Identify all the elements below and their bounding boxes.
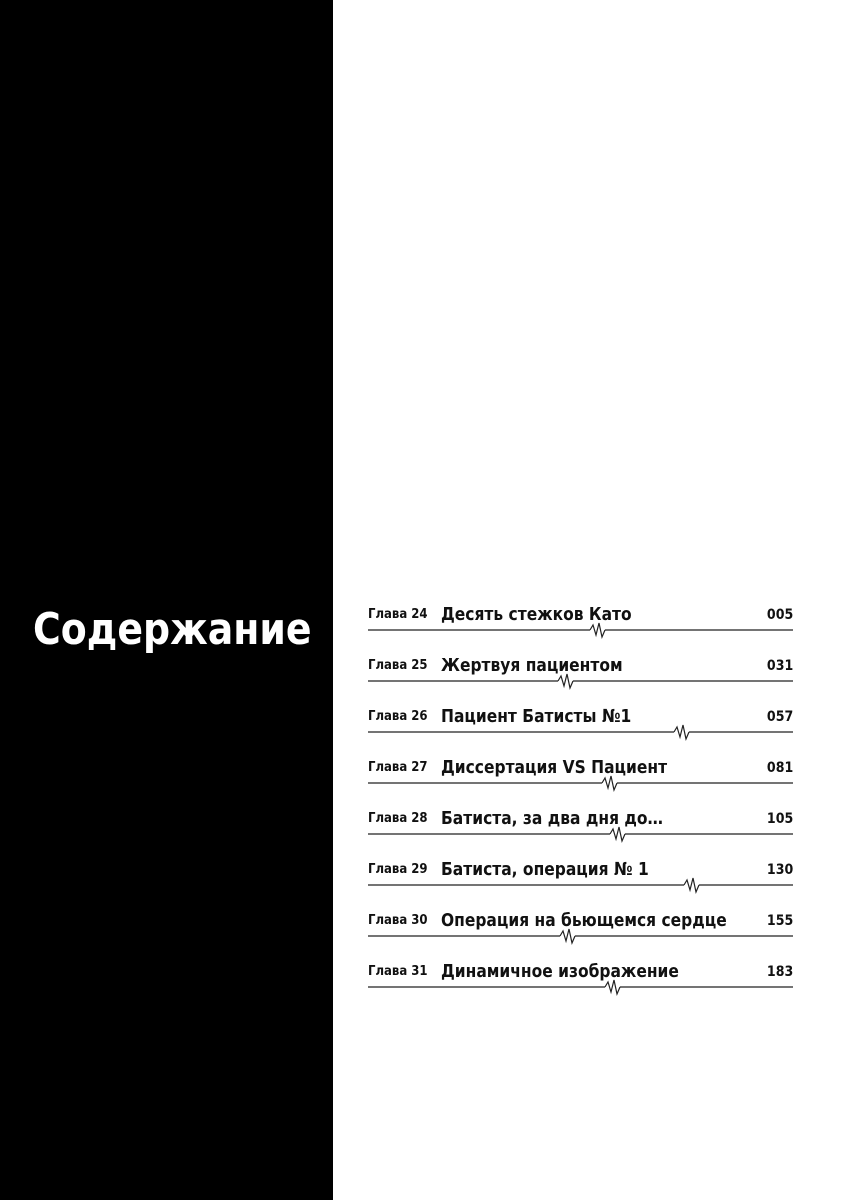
chapter-title: Батиста, операция № 1 [441, 859, 649, 880]
chapter-title: Жертвуя пациентом [441, 655, 623, 676]
heartbeat-pulse-icon [368, 673, 793, 689]
toc-entry[interactable] [368, 955, 793, 1006]
heartbeat-pulse-icon [368, 928, 793, 944]
toc-entry[interactable] [368, 649, 793, 700]
chapter-number: Глава 30 [368, 913, 428, 928]
chapter-title: Динамичное изображение [441, 961, 679, 982]
heartbeat-pulse-icon [368, 622, 793, 638]
chapter-number: Глава 31 [368, 964, 428, 979]
toc-entry[interactable] [368, 700, 793, 751]
heartbeat-pulse-icon [368, 826, 793, 842]
chapter-number: Глава 24 [368, 607, 428, 622]
chapter-title: Батиста, за два дня до… [441, 808, 664, 829]
page-number: 057 [766, 709, 793, 725]
chapter-number: Глава 27 [368, 760, 428, 775]
toc-entry[interactable] [368, 751, 793, 802]
chapter-number: Глава 25 [368, 658, 428, 673]
chapter-number: Глава 28 [368, 811, 428, 826]
toc-entry[interactable] [368, 802, 793, 853]
chapter-title: Десять стежков Като [441, 604, 632, 625]
toc-list [368, 598, 793, 1006]
page-number: 081 [766, 760, 793, 776]
page-number: 155 [766, 913, 793, 929]
chapter-number: Глава 26 [368, 709, 428, 724]
chapter-title: Операция на бьющемся сердце [441, 910, 727, 931]
toc-entry[interactable] [368, 853, 793, 904]
page-number: 183 [766, 964, 793, 980]
chapter-number: Глава 29 [368, 862, 428, 877]
page-number: 130 [766, 862, 793, 878]
chapter-title: Пациент Батисты №1 [441, 706, 632, 727]
heartbeat-pulse-icon [368, 979, 793, 995]
page-number: 031 [766, 658, 793, 674]
heartbeat-pulse-icon [368, 877, 793, 893]
heartbeat-pulse-icon [368, 775, 793, 791]
page-number: 005 [766, 607, 793, 623]
chapter-title: Диссертация VS Пациент [441, 757, 668, 778]
toc-entry[interactable] [368, 904, 793, 955]
page-number: 105 [766, 811, 793, 827]
heartbeat-pulse-icon [368, 724, 793, 740]
toc-entry[interactable] [368, 598, 793, 649]
toc-title: Содержание [33, 604, 312, 655]
